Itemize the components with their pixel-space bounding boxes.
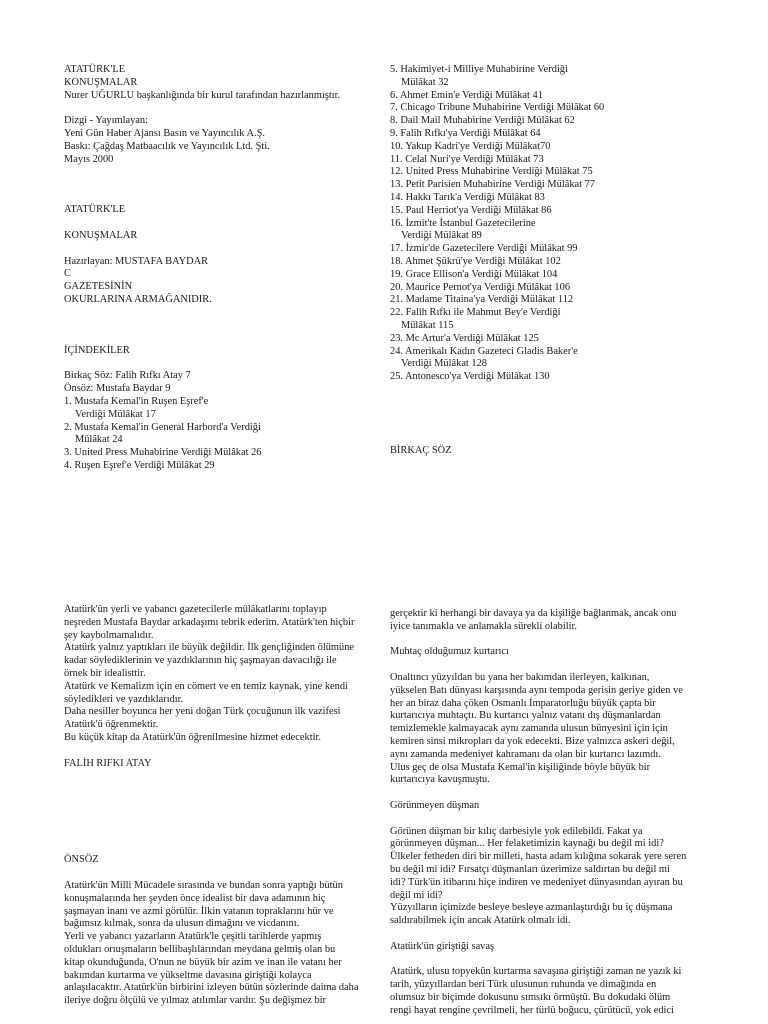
body-line: kurtarıcıya kavuşmuştu. — [390, 774, 490, 786]
intro-line: örnek bir idealisttir. — [64, 667, 146, 679]
onsoz-line: ileriye doğru ölçülü ve yılmaz atılımlar vardır. Şu değişmez bir — [64, 995, 327, 1007]
toc-entry: 11. Celal Nuri'ye Verdiği Mülâkat 73 — [390, 153, 544, 165]
onsoz-line: şaşmayan inanı ve azmi görülür. İlkin vatanın topraklarını hür ve — [64, 905, 334, 917]
body-right — [390, 608, 720, 1018]
paragraph-gorunmeyen — [390, 826, 720, 928]
toc-entry: Verdiği Mülâkat 89 — [401, 230, 482, 242]
toc-entry: Mülâkat 24 — [75, 434, 123, 446]
book-title-line2: KONUŞMALAR — [64, 76, 138, 88]
onsoz-line: kitap okunduğunda, O'nun ne büyük bir azim ve inan ile vatanı her — [64, 956, 342, 968]
body-line: olumsuz bir biçimde dokusunu sımsıkı örmüştü. Bu dokudaki ölüm — [390, 991, 671, 1003]
paragraph-kurtarici — [390, 672, 720, 787]
onsoz-line: bağımsız kılmak, sonra da ulusun dimağını ve vicdanını. — [64, 918, 300, 930]
toc-entry: 19. Grace Ellison'a Verdiği Mülâkat 104 — [390, 268, 558, 280]
toc-entry: 13. Petit Parisien Muhabirine Verdiği Mülâkat 77 — [390, 179, 595, 191]
intro-line: Atatürk'ün yerli ve yabancı gazetecilerle mülâkatlarını toplayıp — [64, 604, 327, 615]
front-matter-left — [64, 64, 394, 473]
intro-line: Daha nesiller boyunca her yeni doğan Türk çocuğunun ilk vazifesi — [64, 706, 341, 718]
toc-entry: 25. Antonesco'ya Verdiği Mülâkat 130 — [390, 371, 550, 383]
toc-entry: 18. Ahmet Şükrü'ye Verdiği Mülâkat 102 — [390, 255, 561, 267]
body-line: Onaltıncı yüzyıldan bu yana her bakımdan ilerleyen, kalkınan, — [390, 671, 650, 683]
onsoz-line: anlaşılacaktır. Atatürk'ün birbirini izleyen bütün sözlerinde daima daha — [64, 982, 359, 994]
toc-entry: 7. Chicago Tribune Muhabirine Verdiği Mülâkat 60 — [390, 102, 605, 114]
toc-entry: Mülâkat 115 — [401, 319, 454, 331]
body-line: Ülkeler fetheden diri bir milleti, hasta adam kılığına sokarak yere seren — [390, 851, 687, 863]
toc-entry: 10. Yakup Kadri'ye Verdiği Mülâkat70 — [390, 140, 551, 152]
dedication-line1: GAZETESİNİN — [64, 281, 133, 293]
birkac-soz-heading: BİRKAÇ SÖZ — [390, 444, 452, 456]
toc-entry: 2. Mustafa Kemal'in General Harbord'a Verdiği — [64, 421, 261, 433]
body-line: değil mi idi? — [390, 889, 443, 901]
body-line: Atatürk, ulusu topyekûn kurtarma savaşına giriştiği zaman ne yazık ki — [390, 966, 682, 978]
toc-entry: 17. İzmir'de Gazetecilere Verdiği Mülâkat 99 — [390, 243, 578, 255]
body-line: Yüzyılların içimizde besleye besleye azmanlaştırdığı bu iç düşmana — [390, 902, 673, 914]
editor: Hazırlayan: MUSTAFA BAYDAR — [64, 255, 209, 267]
intro-line: neşreden Mustafa Baydar arkadaşımı tebrik ederim. Atatürk'ten hiçbir — [64, 616, 355, 628]
intro-line: Bu küçük kitap da Atatürk'ün öğrenilmesine hizmet edecektir. — [64, 731, 321, 743]
toc-entry: 20. Maurice Pernot'ya Verdiği Mülâkat 106 — [390, 281, 571, 293]
toc-entry: Verdiği Mülâkat 128 — [401, 358, 487, 370]
toc-entry: 15. Paul Herriot'ya Verdiği Mülâkat 86 — [390, 204, 552, 216]
intro-line: kadar söylediklerinin ve yazdıklarının hiç şaşmayan davacılığı ile — [64, 655, 337, 667]
intro-line: Atatürk yalnız yaptıkları ile büyük değildir. İlk gençliğinden ölümüne — [64, 642, 355, 654]
body-line: idi? Türk'ün itibarını hiçe indiren ve medeniyet dünyasından ayıran bu — [390, 876, 683, 888]
body-line: temizlemekle kalmayacak aynı zamanda ulusun bünyesini için için — [390, 723, 668, 735]
publisher: Yeni Gün Haber Ajansı Basın ve Yayıncılık A.Ş. — [64, 127, 265, 139]
paragraph-savas — [390, 966, 720, 1017]
toc-entry: 21. Madame Titaina'ya Verdiği Mülâkat 112 — [390, 294, 574, 306]
body-line: tarih, yüzyıllardan beri Türk ulusunun ruhunda ve dimağında en — [390, 979, 657, 991]
body-line: saldırabilmek için ancak Atatürk olmalı idi. — [390, 915, 571, 927]
toc-entry: 23. Mc Artur'a Verdiği Mülâkat 125 — [390, 332, 539, 344]
intro-line: şey kaybolmamalıdır. — [64, 629, 154, 641]
toc-entry: Birkaç Söz: Falih Rıfkı Atay 7 — [64, 370, 191, 382]
body-line: aynı zamanda medeniyet kahramanı da olan bir kurtarıcı lazımdı. — [390, 748, 661, 760]
body-line: her an biraz daha çöken Osmanlı İmparatorluğu büyük çapta bir — [390, 697, 656, 709]
onsoz-body — [64, 880, 394, 1008]
toc-entry: 24. Amerikalı Kadın Gazeteci Gladis Baker'e — [390, 345, 578, 357]
book-title-line3: ATATÜRK'LE — [64, 204, 126, 216]
toc-entry: Verdiği Mülâkat 17 — [75, 408, 156, 420]
dizgi-label: Dizgi - Yayımlayan: — [64, 115, 148, 127]
toc-entry: 4. Ruşen Eşref'e Verdiği Mülâkat 29 — [64, 459, 215, 471]
section-heading-savas: Atatürk'ün giriştiği savaş — [390, 940, 495, 952]
toc-entry: 16. İzmit'te İstanbul Gazetecilerine — [390, 217, 536, 229]
dedication-line2: OKURLARINA ARMAĞANIDIR. — [64, 293, 212, 305]
onsoz-line: Atatürk'ün Milli Mücadele sırasında ve bundan sonra yaptığı bütün — [64, 879, 343, 891]
toc-entry: 14. Hakkı Tarık'a Verdiği Mülâkat 83 — [390, 191, 545, 203]
toc-entry: 3. United Press Muhabirine Verdiği Mülâkat 26 — [64, 447, 262, 459]
toc-heading: İÇİNDEKİLER — [64, 344, 130, 356]
body-line: kurtarıcıya muhtaçtı. Bu kurtarıcı yalnız vatanı dış düşmanlardan — [390, 710, 661, 722]
intro-line: söyledikleri ve yazdıklarıdır. — [64, 693, 184, 705]
body-line: görünmeyen düşman... Her felaketimizin kaynağı bu değil mi idi? — [390, 838, 664, 850]
print-info: Baskı: Çağdaş Matbaacılık ve Yayıncılık Ltd. Şti. — [64, 140, 270, 152]
signature: FALİH RIFKI ATAY — [64, 757, 152, 769]
toc-entry: 22. Falih Rıfkı ile Mahmut Bey'e Verdiği — [390, 307, 561, 319]
toc-entry: 5. Hakimiyet-i Milliye Muhabirine Verdiği — [390, 64, 568, 75]
body-line: gerçektir ki herhangi bir davaya ya da kişiliğe bağlanmak, ancak onu — [390, 608, 677, 619]
book-title-line4: KONUŞMALAR — [64, 229, 138, 241]
toc-entry: 12. United Press Muhabirine Verdiği Mülâkat 75 — [390, 166, 593, 178]
prepared-note: Nurer UĞURLU başkanlığında bir kurul tarafından hazırlanmıştır. — [64, 89, 341, 101]
section-heading-gorunmeyen: Görünmeyen düşman — [390, 799, 480, 811]
intro-line: Atatürk'ü öğrenmektir. — [64, 719, 159, 731]
onsoz-line: konuşmalarında her şeyden önce idealist bir dava adamının hiç — [64, 892, 326, 904]
c-letter: C — [64, 268, 71, 280]
body-line: Ulus geç de olsa Mustafa Kemal'in kişiliğinde böyle büyük bir — [390, 761, 651, 773]
book-title-line1: ATATÜRK'LE — [64, 64, 126, 75]
section-heading-kurtarici: Muhtaç olduğumuz kurtarıcı — [390, 646, 509, 658]
toc-entry: Mülâkat 32 — [401, 76, 449, 88]
publish-date: Mayıs 2000 — [64, 153, 114, 165]
toc-list-left — [64, 370, 394, 472]
toc-right — [390, 64, 720, 458]
onsoz-heading: ÖNSÖZ — [64, 854, 99, 866]
onsoz-line: oldukları orıuşmaların bellibaşlılarından meydana gelmiş olan bu — [64, 943, 336, 955]
toc-entry: 6. Ahmet Emin'e Verdiği Mülâkat 41 — [390, 89, 543, 101]
body-line: kemiren sinsi mikropları da yok edecekti. Bize yalnızca askeri değil, — [390, 735, 675, 747]
body-line: rengi hayat rengine çevrilmeli, her türlü boğucu, çürütücü, yok edici — [390, 1004, 674, 1016]
body-line: Görünen düşman bir kılıç darbesiyle yok edilebildi. Fakat ya — [390, 825, 643, 837]
toc-entry: Önsöz: Mustafa Baydar 9 — [64, 383, 171, 395]
onsoz-line: Yerli ve yabancı yazarların Atatürk'le çeşitli tarihlerde yapmış — [64, 931, 322, 943]
intro-left — [64, 604, 394, 1008]
toc-entry: 1. Mustafa Kemal'in Ruşen Eşref'e — [64, 395, 209, 407]
body-line: yükselen Batı dünyası karşısında aynı tempoda gerisin geriye giden ve — [390, 684, 683, 696]
toc-entry: 8. Dail Mail Muhabirine Verdiği Mülâkat 62 — [390, 115, 575, 127]
body-line: iyice tanımakla ve anlamakla sürekli olabilir. — [390, 620, 577, 632]
toc-entry: 9. Falih Rıfkı'ya Verdiği Mülâkat 64 — [390, 127, 541, 139]
intro-line: Atatürk ve Kemalizm için en cömert ve en temiz kaynak, yine kendi — [64, 680, 348, 692]
body-line: bu değil mi idi? Fırsatçı düşmanları üzerimize saldırtan bu değil mi — [390, 863, 670, 875]
onsoz-line: bakımdan kurtarma ve yükseltme davasına giriştiği kolayca — [64, 969, 312, 981]
